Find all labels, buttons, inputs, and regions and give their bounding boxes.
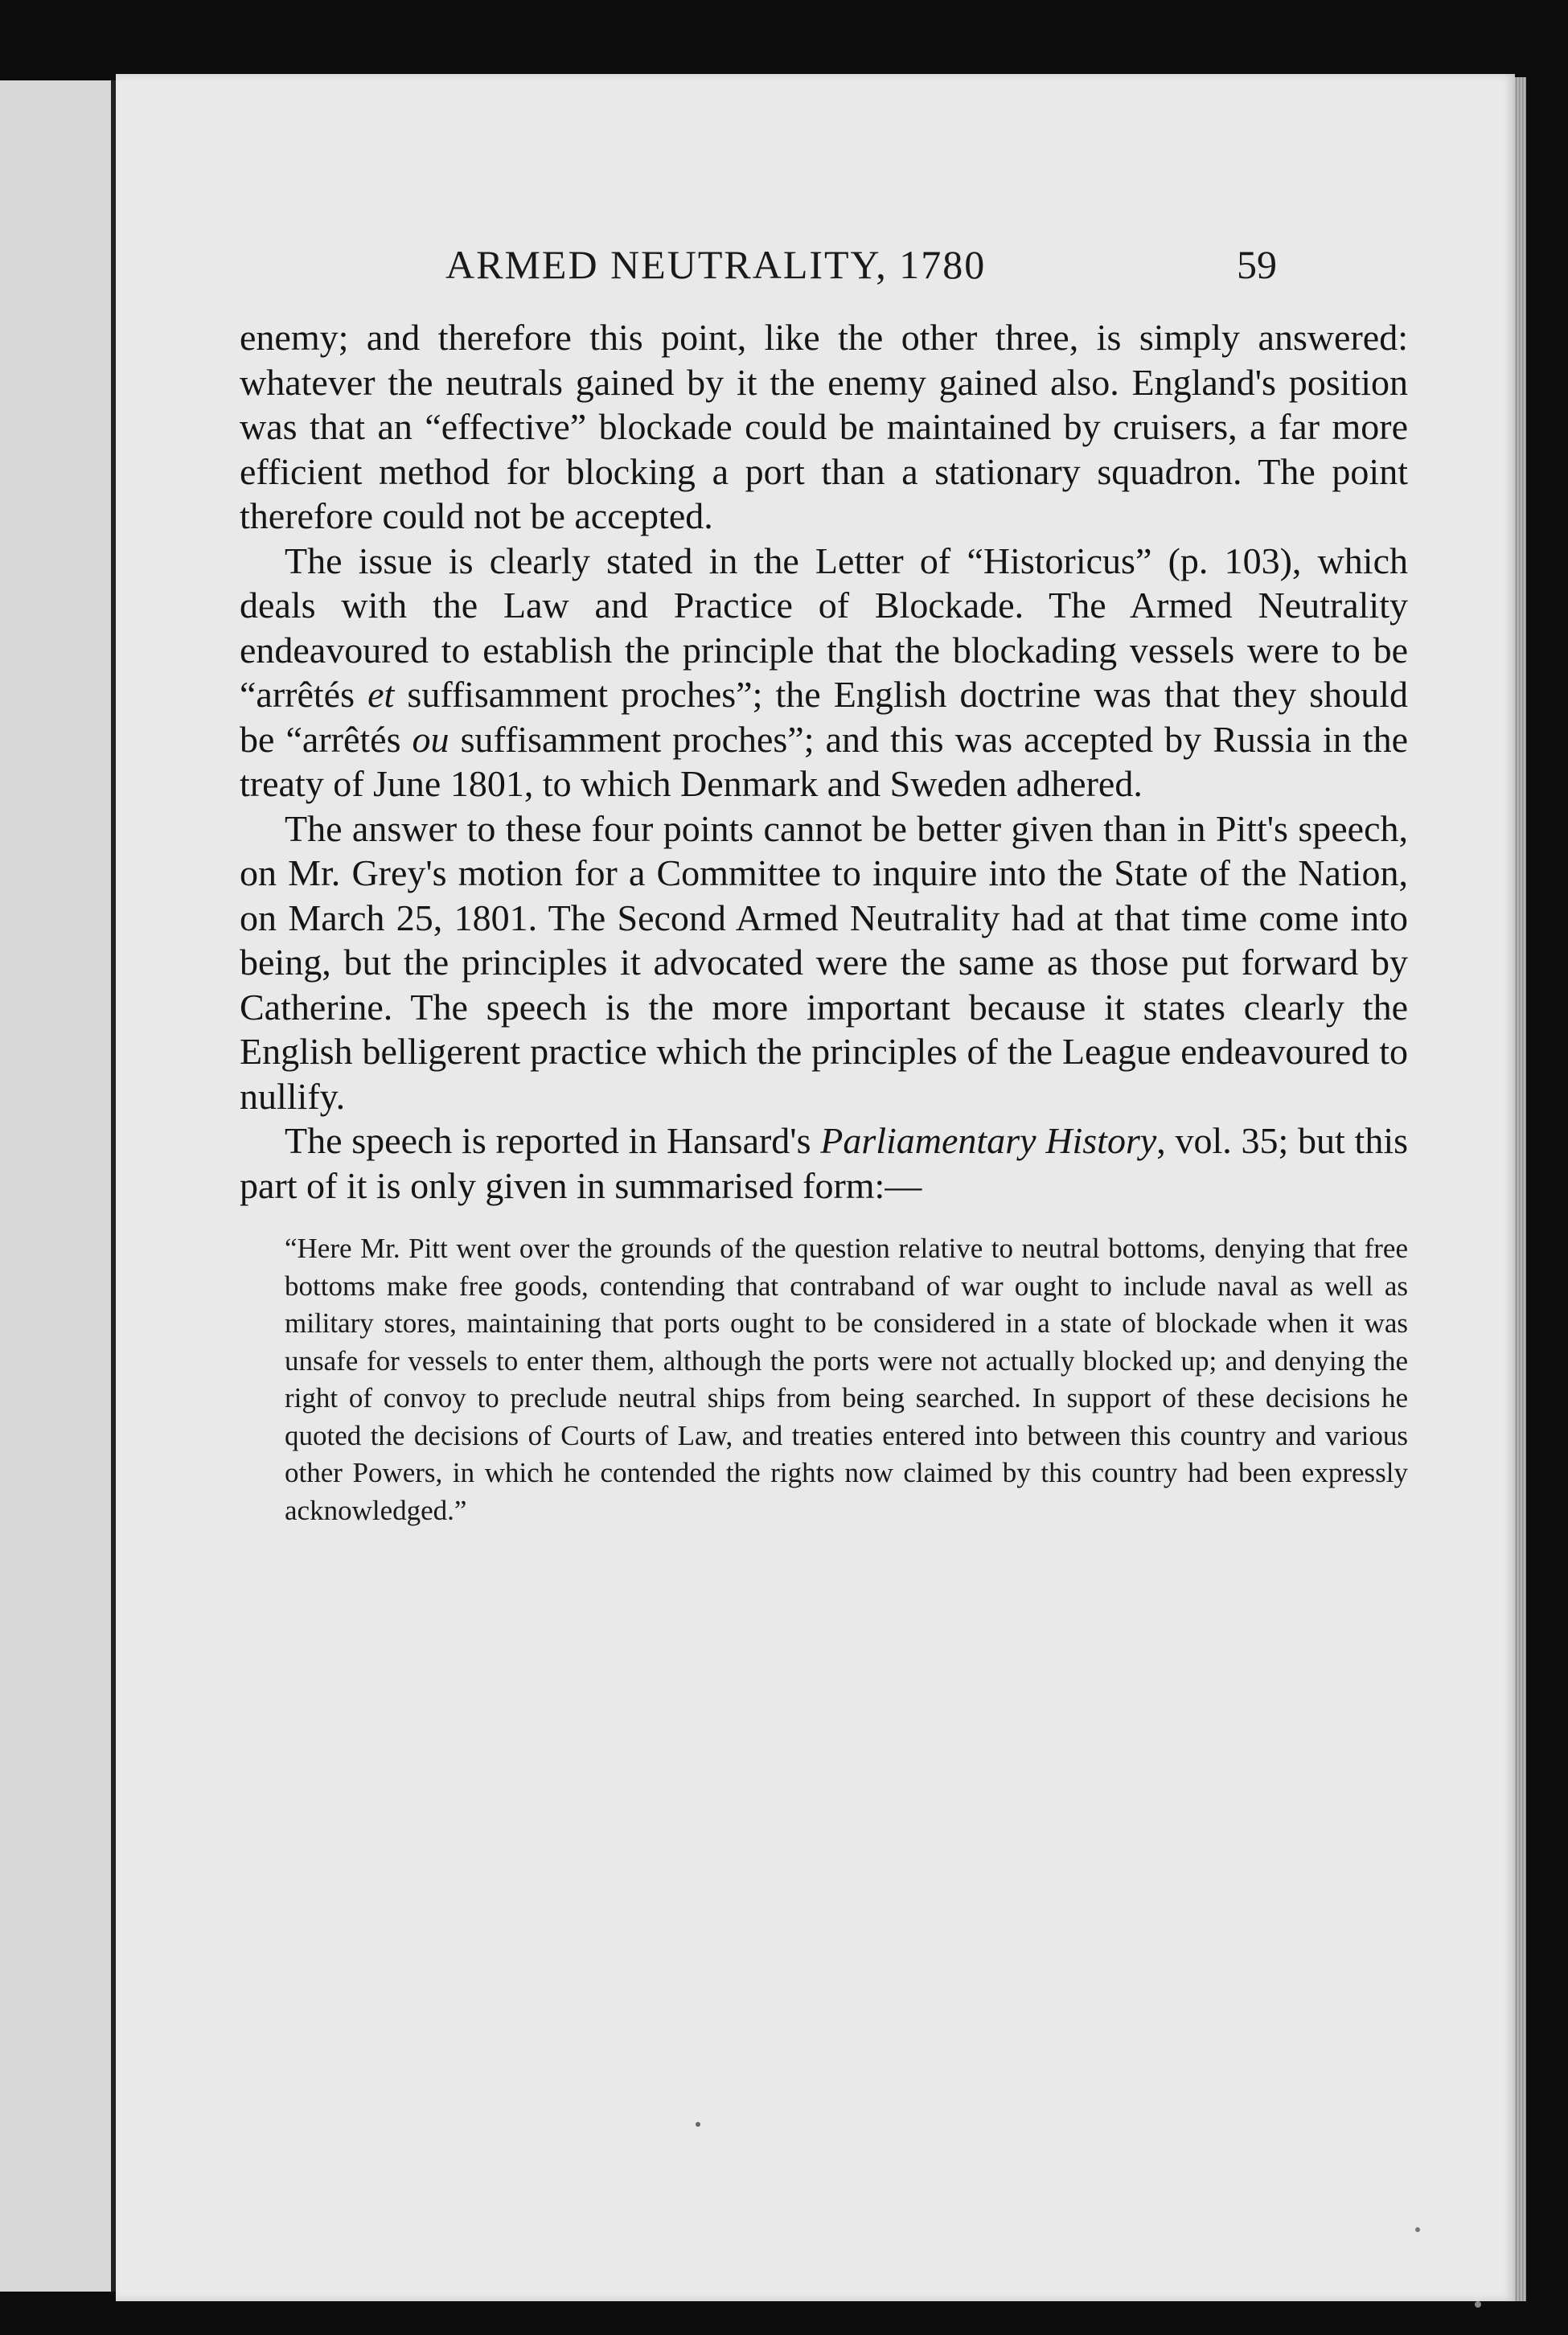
paragraph-3: The answer to these four points cannot be better given than in Pitt's speech, on Mr. Grey's motion for a Committee to inquire into the State of the Nation, on March 25, 1801. The Second Armed Neutrality had at that time come into being, but the principles it advocated were the same as those put forward by Catherine. The speech is the more important because it states clearly the English belligerent practice which the principles of the League endeavoured to nullify. [240,807,1408,1117]
paragraph-2-part-c: suffisamment proches”; and this was accepted by Russia in the treaty of June 1801, to which Denmark and Sweden adhered. [240,718,1408,804]
paragraph-2-part-b: suffisamment proches”; the English doctrine was that they should be “arrêtés [240,674,1408,760]
paragraph-4 [240,1118,1408,1208]
paragraph-2-part-a: The issue is clearly stated in the Letter of “Historicus” (p. 103), which deals with the Law and Practice of Blockade. The Armed Neutrality endeavoured to establish the principle that the blockading vessels were to be “arrêtés [240,540,1408,715]
paragraph-4-italic-title: Parliamentary History [820,1120,1157,1161]
paragraph-4-part-b: , vol. 35; but this part of it is only given in summarised form:— [240,1120,1408,1206]
facing-page-edge [0,80,116,2292]
paragraph-4-part-a: The speech is reported in Hansard's [285,1120,821,1161]
paragraph-2-italic-et: et [367,674,395,715]
page-number: 59 [1237,242,1277,287]
book-page [116,74,1515,2301]
paragraph-1: enemy; and therefore this point, like the other three, is simply answered: whatever the neutrals gained by it the enemy gained also. England's position was that an “effective” blockade could be maintained by cruisers, a far more efficient method for blocking a port than a stationary squadron. The point therefore could not be accepted. [240,317,1408,536]
page-block-edge [1515,77,1526,2301]
block-quotation: “Here Mr. Pitt went over the grounds of the question relative to neutral bottoms, denying that free bottoms make free goods, contending that contraband of war ought to include naval as well as military stores, maintaining that ports ought to be considered in a state of blockade when it was unsafe for vessels to enter them, although the ports were not actually blocked up; and denying the right of convoy to preclude neutral ships from being searched. In support of these decisions he quoted the decisions of Courts of Law, and treaties entered into between this country and various other Powers, in which he contended the rights now claimed by this country had been expressly acknowledged.” [285,1233,1408,1526]
page-body [240,315,1408,1529]
running-head-title: ARMED NEUTRALITY, 1780 [445,242,987,287]
paragraph-2-italic-ou: ou [412,718,449,760]
paragraph-2 [240,539,1408,806]
